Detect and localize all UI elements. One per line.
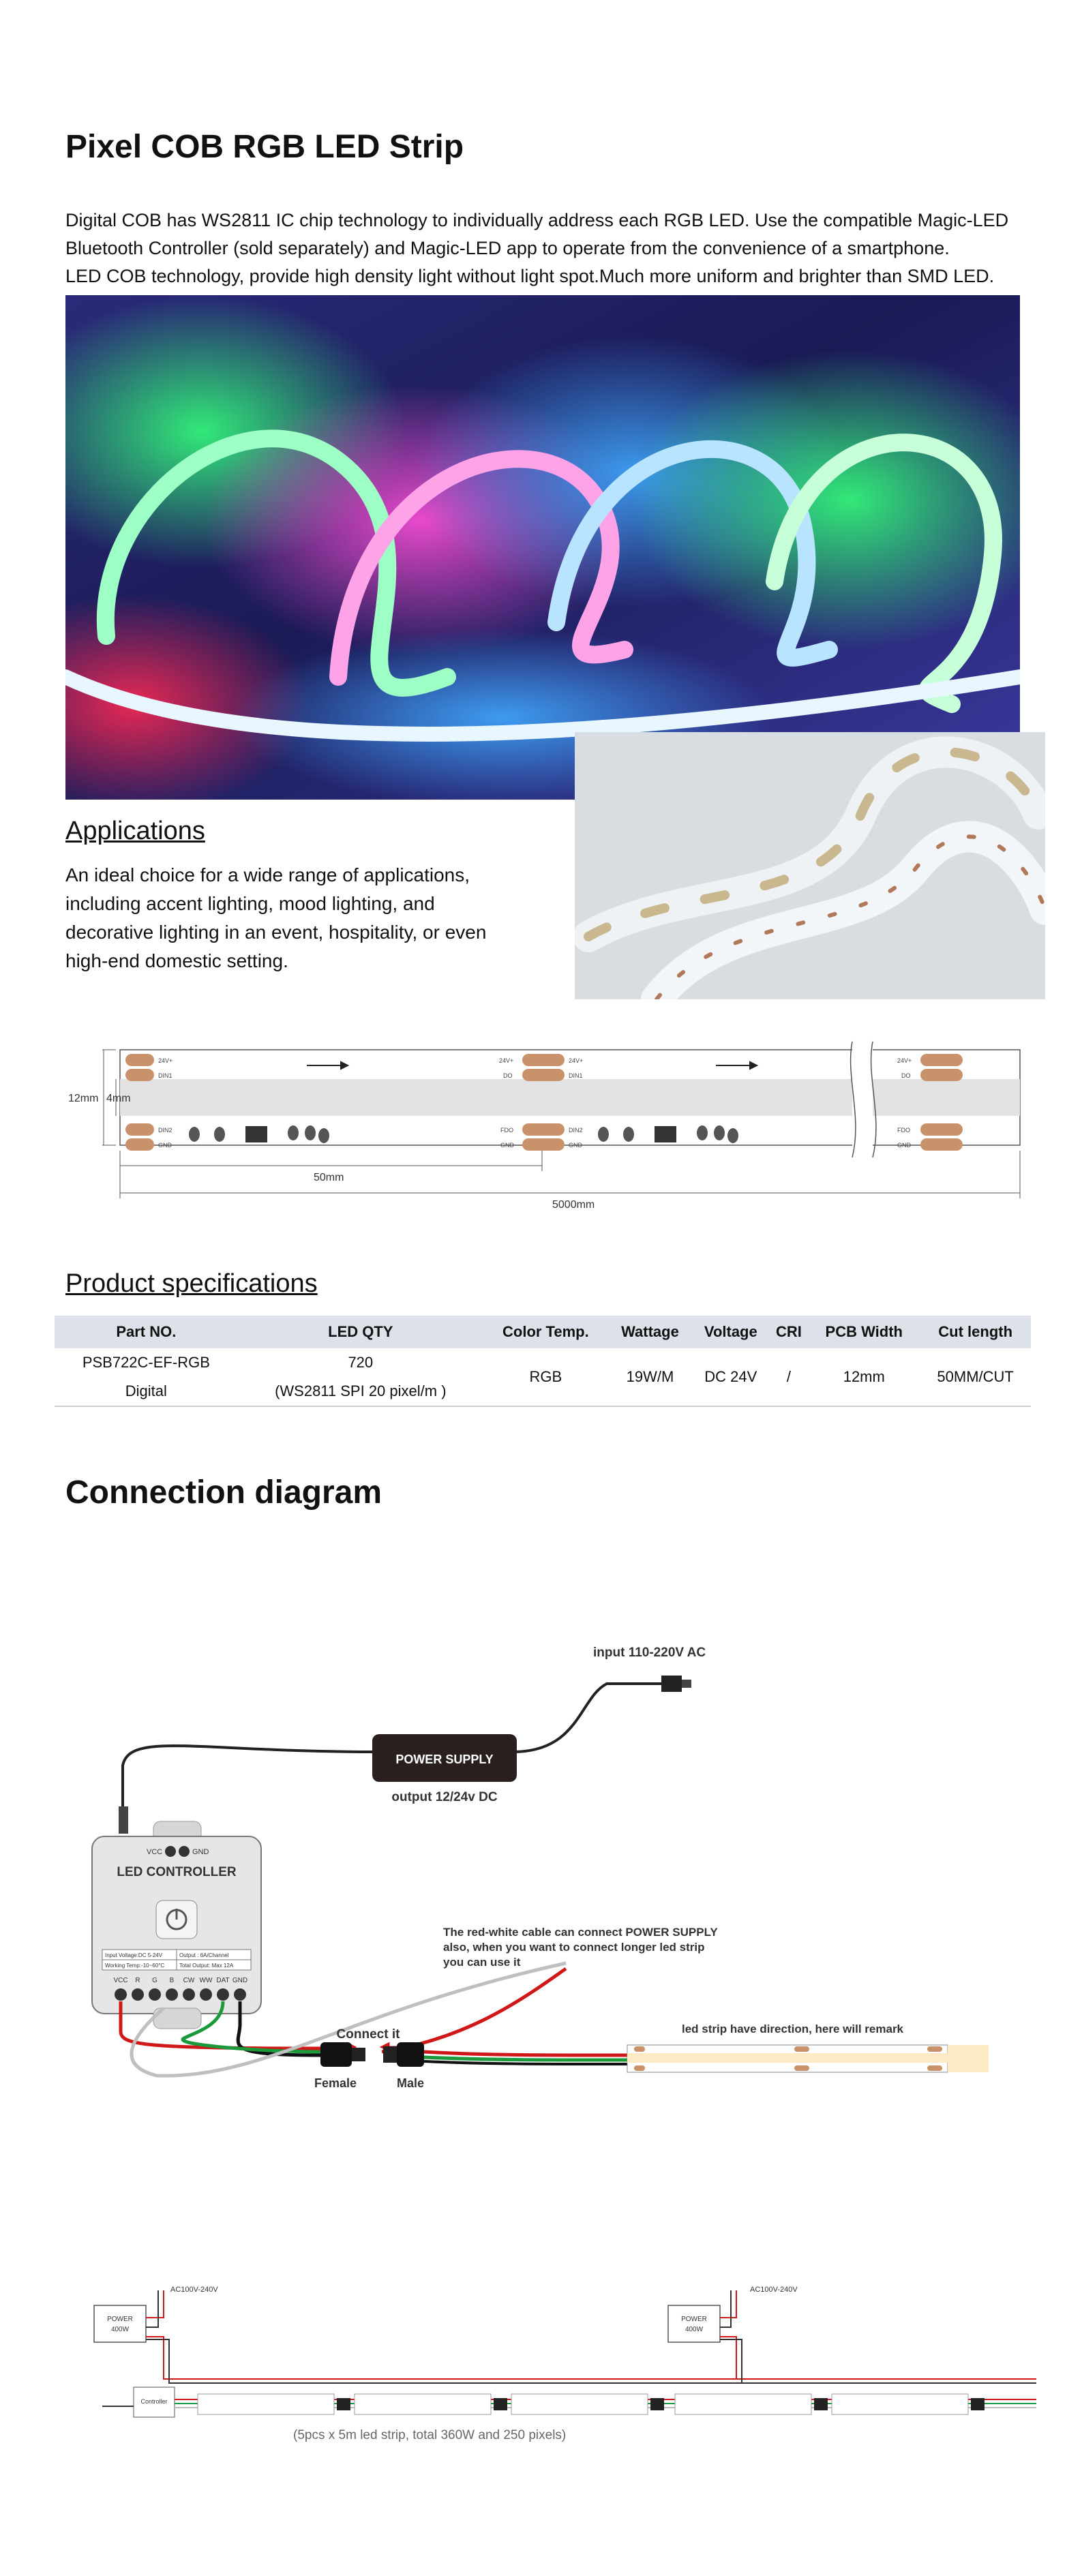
pad-label: 24V+ xyxy=(499,1057,514,1064)
controller-spec: Total Output: Max 12A xyxy=(179,1963,234,1969)
connector-icon xyxy=(337,2398,350,2410)
led-ic-cell: (WS2811 SPI 20 pixel/m ) xyxy=(238,1377,483,1406)
intro-paragraph-2: LED COB technology, provide high density light without light spot.Much more uniform and brighter than SMD LED. xyxy=(65,266,995,286)
cri-cell: / xyxy=(770,1348,809,1406)
pad-label: DIN1 xyxy=(158,1072,172,1079)
intro-text xyxy=(65,207,1034,290)
column-header: Wattage xyxy=(608,1316,692,1348)
cut-length-label: 50mm xyxy=(314,1172,344,1183)
cut-length-cell: 50MM/CUT xyxy=(920,1348,1031,1406)
dc-jack-icon xyxy=(119,1806,128,1834)
power-label: 400W xyxy=(110,2326,130,2333)
connector-icon xyxy=(494,2398,507,2410)
pad-label: DIN1 xyxy=(569,1072,583,1079)
column-header: PCB Width xyxy=(808,1316,920,1348)
wiring-diagram xyxy=(61,2277,1057,2454)
pad-label: GND xyxy=(158,1142,172,1149)
cable-note-line1: The red-white cable can connect POWER SUPPLY xyxy=(443,1926,718,1939)
applications-heading: Applications xyxy=(65,817,205,845)
controller-pin: B xyxy=(169,1977,175,1984)
pad-label: DO xyxy=(901,1072,911,1079)
controller-spec: Working Temp:-10~60°C xyxy=(105,1963,165,1969)
power-label: POWER xyxy=(107,2316,133,2323)
power-supply-2 xyxy=(668,2305,720,2342)
controller-pin: VCC xyxy=(113,1977,128,1984)
voltage-cell: DC 24V xyxy=(692,1348,769,1406)
pcb-width-cell: 12mm xyxy=(808,1348,920,1406)
total-length-label: 5000mm xyxy=(552,1199,595,1211)
column-header: LED QTY xyxy=(238,1316,483,1348)
part-type-cell: Digital xyxy=(55,1377,238,1406)
direction-note: led strip have direction, here will remark xyxy=(682,2022,904,2035)
dimension-drawing xyxy=(61,1035,1030,1226)
pad-label: 24V+ xyxy=(897,1057,912,1064)
applications-text: An ideal choice for a wide range of applications, including accent lighting, mood lighting, and decorative lighting in an event, hospitality, or even high-end domestic setting. xyxy=(65,864,487,971)
pad-label: 24V+ xyxy=(158,1057,173,1064)
power-supply-label: POWER SUPPLY xyxy=(395,1753,494,1766)
column-header: CRI xyxy=(770,1316,809,1348)
column-header: Cut length xyxy=(920,1316,1031,1348)
unlit-strip-photo xyxy=(575,732,1045,999)
power-label: 400W xyxy=(685,2326,704,2333)
female-label: Female xyxy=(314,2076,357,2090)
pad-label: FDO xyxy=(500,1127,513,1134)
controller-label: Controller xyxy=(140,2398,168,2405)
connection-diagram xyxy=(61,1629,1057,2120)
controller-pin: G xyxy=(152,1977,157,1984)
color-temp-cell: RGB xyxy=(483,1348,608,1406)
table-row xyxy=(55,1348,1031,1377)
power-supply-1 xyxy=(94,2305,146,2342)
pad-label: DO xyxy=(503,1072,513,1079)
column-header: Part NO. xyxy=(55,1316,238,1348)
connector-icon xyxy=(971,2398,985,2410)
intro-paragraph-1: Digital COB has WS2811 IC chip technology to individually address each RGB LED. Use the compatible Magic-LED Bluetooth Controller (sold separately) and Magic-LED app to operate from the convenience of a smartphone. xyxy=(65,210,1009,258)
width-label: 12mm xyxy=(68,1093,99,1104)
power-label: POWER xyxy=(681,2316,707,2323)
led-qty-cell: 720 xyxy=(348,1354,374,1371)
pad-label: FDO xyxy=(897,1127,910,1134)
controller-pin: CW xyxy=(183,1977,195,1984)
controller-spec: Output : 6A/Channel xyxy=(179,1952,229,1958)
ac-input-label-2: AC100V-240V xyxy=(750,2286,798,2294)
controller-pin: R xyxy=(135,1977,140,1984)
pad-label: DIN2 xyxy=(158,1127,172,1134)
connector-icon xyxy=(814,2398,828,2410)
cable-note-line2: also, when you want to connect longer led strip xyxy=(443,1941,705,1954)
controller-title: LED CONTROLLER xyxy=(117,1865,237,1879)
controller-pin: GND xyxy=(232,1977,248,1984)
table-header-row xyxy=(55,1316,1031,1348)
ac-input-label: AC100V-240V xyxy=(170,2286,218,2294)
page-title: Pixel COB RGB LED Strip xyxy=(65,129,464,165)
column-header: Voltage xyxy=(692,1316,769,1348)
controller-pin: DAT xyxy=(216,1977,230,1984)
pad-label: 24V+ xyxy=(569,1057,584,1064)
controller-gnd-label: GND xyxy=(192,1848,209,1856)
pad-label: GND xyxy=(500,1142,514,1149)
ac-plug-icon xyxy=(661,1676,682,1692)
controller-pin: WW xyxy=(199,1977,213,1984)
spec-table xyxy=(55,1316,1031,1407)
connection-heading: Connection diagram xyxy=(65,1474,382,1511)
pad-label: GND xyxy=(897,1142,911,1149)
cable-note-line3: you can use it xyxy=(443,1956,521,1969)
controller-vcc-label: VCC xyxy=(147,1848,163,1856)
connect-it-label: Connect it xyxy=(336,2027,400,2042)
wiring-caption: (5pcs x 5m led strip, total 360W and 250 pixels) xyxy=(293,2428,567,2442)
pad-label: GND xyxy=(569,1142,582,1149)
column-header: Color Temp. xyxy=(483,1316,608,1348)
part-number-cell: PSB722C-EF-RGB xyxy=(82,1354,210,1371)
pad-label: DIN2 xyxy=(569,1127,583,1134)
male-label: Male xyxy=(396,2076,425,2090)
output-label: output 12/24v DC xyxy=(391,1790,498,1804)
connector-icon xyxy=(650,2398,664,2410)
input-label: input 110-220V AC xyxy=(593,1646,706,1660)
female-connector-icon xyxy=(320,2042,352,2067)
controller-spec: Input Voltage:DC 5-24V xyxy=(105,1952,163,1958)
specs-heading: Product specifications xyxy=(65,1269,318,1298)
wattage-cell: 19W/M xyxy=(608,1348,692,1406)
inner-width-label: 4mm xyxy=(106,1093,131,1104)
rgb-strip-photo xyxy=(65,295,1020,800)
male-connector-icon xyxy=(397,2042,424,2067)
